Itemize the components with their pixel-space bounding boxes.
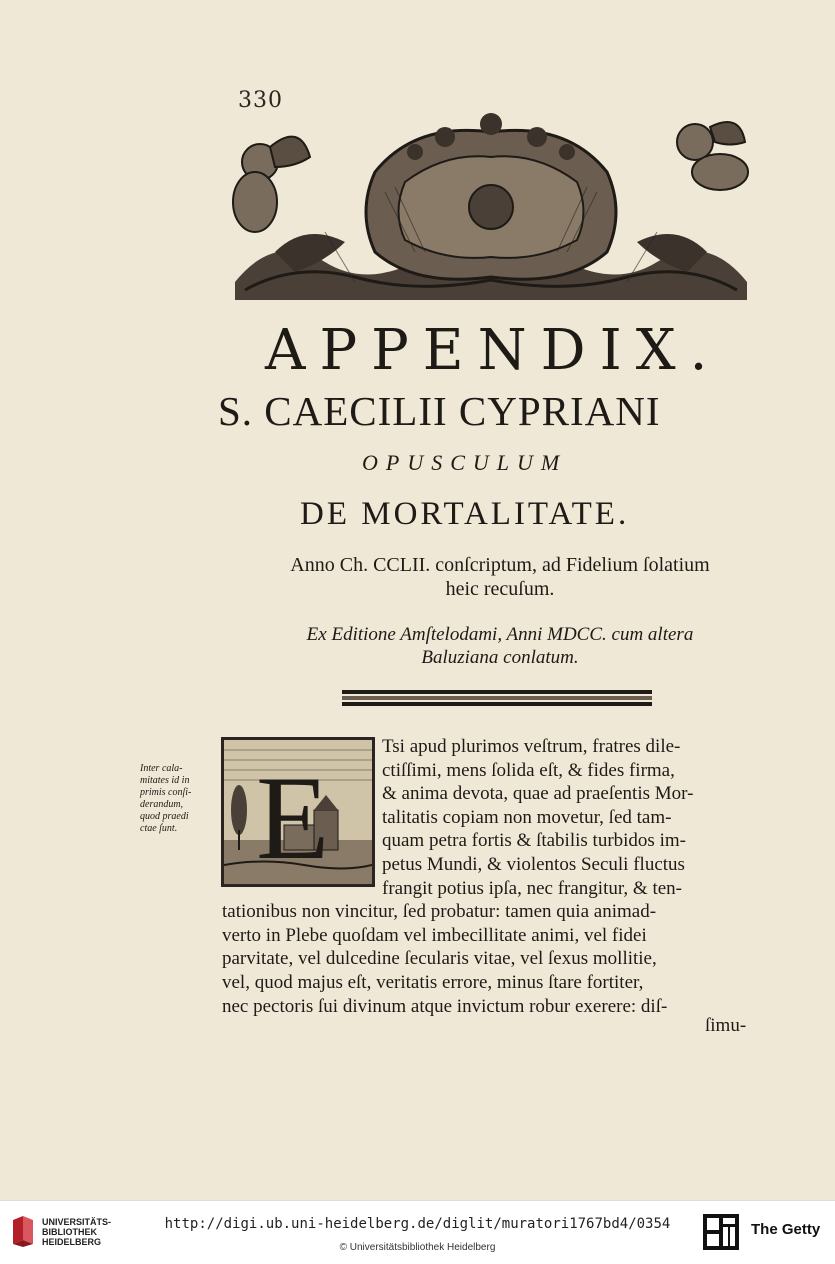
viewer-footer [0,1200,835,1264]
decorative-rule [342,688,652,708]
page-number: 330 [238,88,283,113]
body-line: parvitate, vel dulcedine ſecularis vitae, vel ſexus mollitie, [222,948,657,970]
margin-note-line: mitates id in [140,775,190,786]
body-line: tationibus non vincitur, ſed probatur: tamen quia animad- [222,901,657,923]
body-line: Tsi apud plurimos veſtrum, fratres dile- [382,736,681,757]
margin-note-line: primis conſi- [140,787,192,798]
subtitle-line: Anno Ch. CCLII. conſcriptum, ad Fidelium ſolatium [290,554,710,576]
body-text [222,735,770,1018]
body-line: petus Mundi, & violentos Seculi fluctus [382,853,685,875]
catchword: ſimu- [705,1015,747,1036]
title-author: S. CAECILII CYPRIANI [218,388,661,434]
partner-name: The Getty [751,1221,821,1238]
body-line: vel, quod majus eſt, veritatis errore, minus ſtare fortiter, [222,971,644,993]
margin-note [140,763,208,835]
margin-note-line: derandum, [140,799,184,810]
subtitle-line: heic recuſum. [445,578,555,600]
copyright-notice: © Universitätsbibliothek Heidelberg [339,1242,496,1253]
body-line: ctiſſimi, mens ſolida eſt, & fides firma, [382,759,675,781]
getty-logo-icon[interactable] [703,1214,739,1250]
body-line: nec pectoris ſui divinum atque invictum robur exerere: diſ- [222,995,668,1017]
library-name-line: UNIVERSITÄTS- [42,1217,112,1227]
title-appendix: APPENDIX. [265,318,722,383]
edition-line: Ex Editione Amſtelodami, Anni MDCC. cum altera [306,624,694,645]
body-line: & anima devota, quae ad praeſentis Mor- [382,783,694,805]
ornamental-headpiece [215,112,767,300]
initial-letter: E [256,751,330,884]
body-line: frangit potius ipſa, nec frangitur, & ten- [382,877,682,899]
permalink-url[interactable]: http://digi.ub.uni-heidelberg.de/diglit/muratori1767bd4/0354 [164,1216,671,1232]
subtitle [240,553,760,601]
body-line: talitatis copiam non movetur, ſed tam- [382,806,672,828]
edition-note [240,623,760,669]
title-subject: DE MORTALITATE. [300,496,630,532]
edition-line: Baluziana conlatum. [421,647,579,668]
margin-note-line: quod praedi [140,811,189,822]
title-opusculum: OPUSCULUM [362,450,568,475]
library-name-line: HEIDELBERG [42,1237,102,1247]
library-name-line: BIBLIOTHEK [42,1227,97,1237]
body-line: quam petra fortis & ſtabilis turbidos im- [382,830,686,852]
margin-note-line: Inter cala- [140,763,183,774]
margin-note-line: ctae ſunt. [140,823,178,834]
body-line: verto in Plebe quoſdam vel imbecillitate animi, vel fidei [222,924,647,946]
